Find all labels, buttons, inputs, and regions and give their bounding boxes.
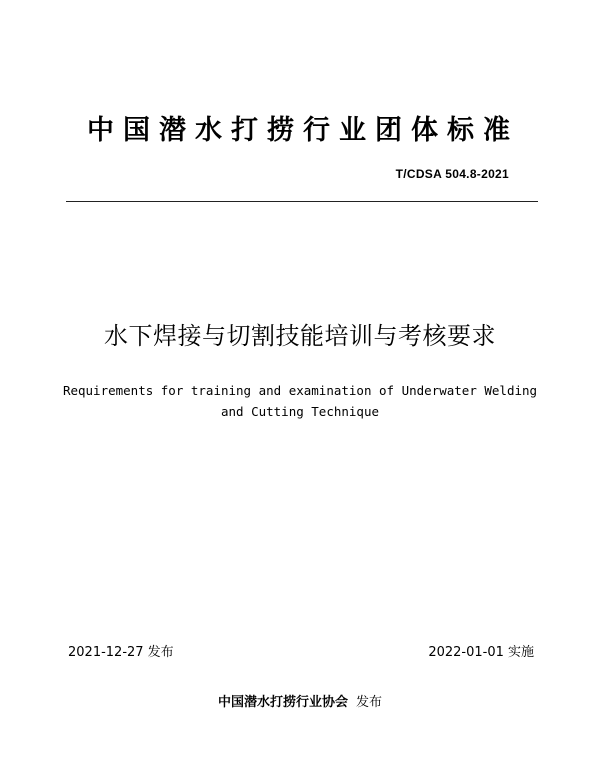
title-english-line-2: and Cutting Technique — [220, 404, 380, 419]
title-english — [0, 380, 600, 422]
standard-number: T/CDSA 504.8-2021 — [395, 167, 509, 181]
standard-type-heading: 中国潜水打捞行业团体标准 — [87, 115, 519, 146]
publisher-action: 发布 — [356, 695, 383, 710]
issue-date: 2021-12-27 发布 — [68, 645, 174, 660]
publisher-organization: 中国潜水打捞行业协会 — [217, 695, 348, 710]
implementation-date: 2022-01-01 实施 — [428, 645, 534, 660]
title-chinese: 水下焊接与切割技能培训与考核要求 — [104, 322, 496, 350]
title-english-line-1: Requirements for training and examination of Underwater Welding — [62, 383, 538, 398]
publisher-line — [0, 691, 600, 710]
header-divider — [66, 201, 538, 202]
